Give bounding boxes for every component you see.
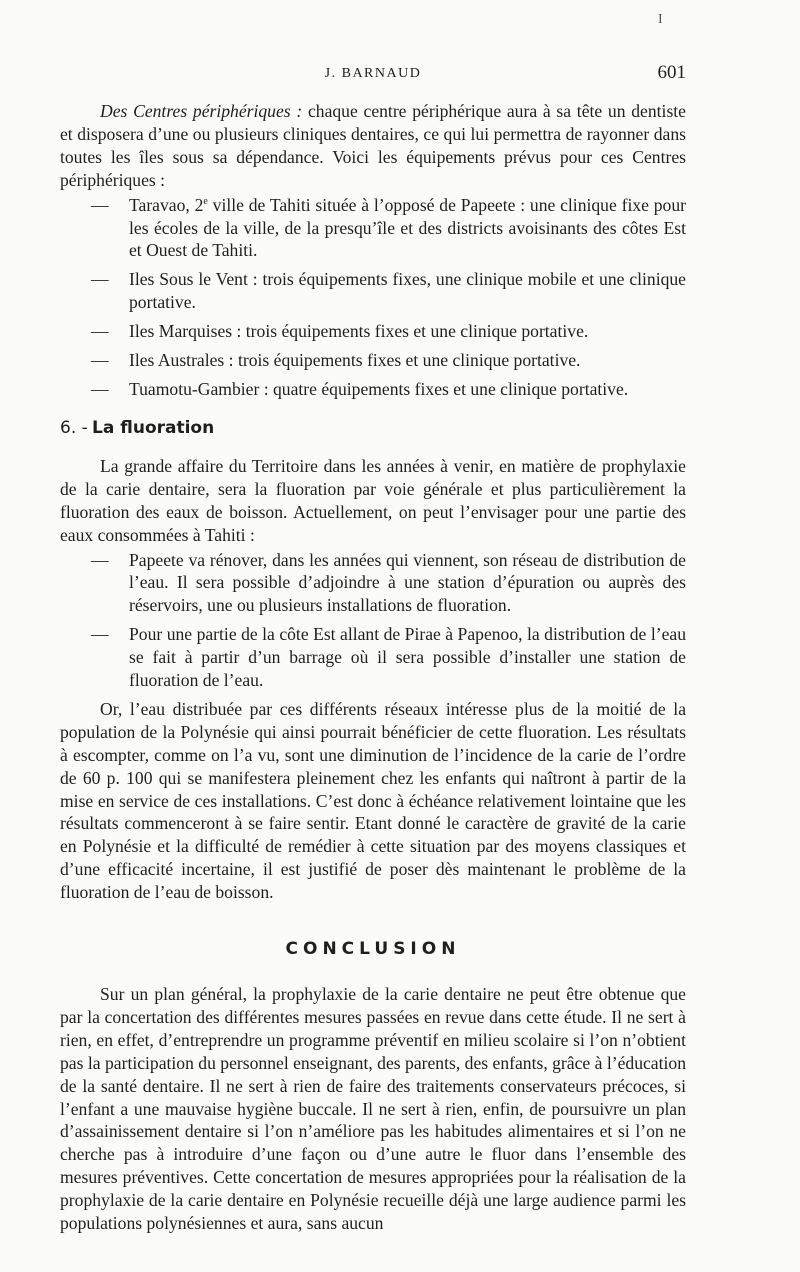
list-item-text: Tuamotu-Gambier : quatre équipements fixes et une clinique portative. xyxy=(129,378,629,399)
section-title: La fluoration xyxy=(92,417,215,438)
list-item-text: Iles Australes : trois équipements fixes et une clinique portative. xyxy=(129,350,581,371)
corner-mark: I xyxy=(658,12,663,27)
section-heading xyxy=(60,417,686,439)
list-item: — Papeete va rénover, dans les années qui viennent, son réseau de distribution de l’eau. Il sera possible d’adjoindre à une station d’épuration ou auprès des réservoirs, une ou plusieurs installations de fluoration. xyxy=(129,549,686,618)
running-head-author: J. BARNAUD xyxy=(324,66,422,81)
fluoration-paragraph-2: Or, l’eau distribuée par ces différents réseaux intéresse plus de la moitié de la population de la Polynésie qui ainsi pourrait bénéficier de cette fluoration. Les résultats à escompter, comme on l’a vu, sont une diminution de l’incidence de la carie de l’ordre de 60 p. 100 qui se manifestera pleinement chez les enfants qui naîtront à partir de la mise en service de ces installations. C’est donc à échéance relativement lointaine que les résultats commenceront à se faire sentir. Etant donné le caractère de gravité de la carie en Polynésie et la difficulté de remédier à cette situation par des moyens classiques et d’une efficacité incertaine, il est justifié de poser dès maintenant le problème de la fluoration de l’eau de boisson. xyxy=(60,698,686,903)
list-item-superscript: e xyxy=(203,195,208,207)
body-text xyxy=(60,100,686,1235)
centres-lead-italic: Des Centres périphériques : xyxy=(100,101,303,121)
centres-intro-paragraph xyxy=(60,100,686,192)
list-item xyxy=(129,320,686,343)
list-item: — Pour une partie de la côte Est allant de Pirae à Papenoo, la distribution de l’eau se fait à partir d’un barrage où il sera possible d’installer une station de fluoration de l’eau. xyxy=(129,623,686,692)
list-item-text: Taravao, 2 xyxy=(129,194,204,215)
list-item-text: ville de Tahiti située à l’opposé de Papeete : une clinique fixe pour les écoles de la ville, de la presqu’île et des districts avoisinants des côtes Est et Ouest de Tahiti. xyxy=(129,194,686,261)
fluoration-paragraph-1: La grande affaire du Territoire dans les années à venir, en matière de prophylaxie de la carie dentaire, sera la fluoration par voie générale et plus particulièrement la fluoration des eaux de boisson. Actuellement, on peut l’envisager pour une partie des eaux consommées à Tahiti : xyxy=(60,455,686,545)
centres-list xyxy=(60,194,686,401)
list-item-text: Iles Marquises : trois équipements fixes et une clinique portative. xyxy=(129,321,589,342)
conclusion-paragraph: Sur un plan général, la prophylaxie de la carie dentaire ne peut être obtenue que par la concertation des différentes mesures passées en revue dans cette étude. Il ne sert à rien, en effet, d’entreprendre un programme préventif en milieu scolaire si l’on n’obtient pas la participation du personnel enseignant, des parents, des enfants, grâce à l’éducation de la santé dentaire. Il ne sert à rien de faire des traitements conservateurs précoces, si l’enfant a une mauvaise hygiène buccale. Il ne sert à rien, enfin, de poursuivre un plan d’assainissement dentaire si l’on n’améliore pas les habitudes alimentaires et si l’on ne cherche pas à introduire d’une façon ou d’une autre le fluor dans l’ensemble des mesures préventives. Cette concertation de mesures appropriées pour la réalisation de la prophylaxie de la carie dentaire en Polynésie recueille déjà une large audience parmi les populations polynésiennes et aura, sans aucun xyxy=(60,984,686,1234)
list-item xyxy=(129,268,686,314)
list-item xyxy=(129,349,686,372)
running-head xyxy=(60,62,686,86)
centres-lead-text: chaque centre périphérique aura à sa tête un dentiste et disposera d’une ou plusieurs cliniques dentaires, ce qui lui permettra de rayonner dans toutes les îles sous sa dépendance. Voici les équipements prévus pour ces Centres périphériques : xyxy=(60,101,686,190)
conclusion-heading: CONCLUSION xyxy=(285,939,461,960)
page-number: 601 xyxy=(657,62,686,83)
fluoration-list xyxy=(60,549,686,692)
list-item xyxy=(129,378,686,401)
section-number: 6. - xyxy=(60,417,88,438)
list-item xyxy=(129,194,686,263)
list-item-text: Iles Sous le Vent : trois équipements fixes, une clinique mobile et une clinique portative. xyxy=(129,269,686,313)
